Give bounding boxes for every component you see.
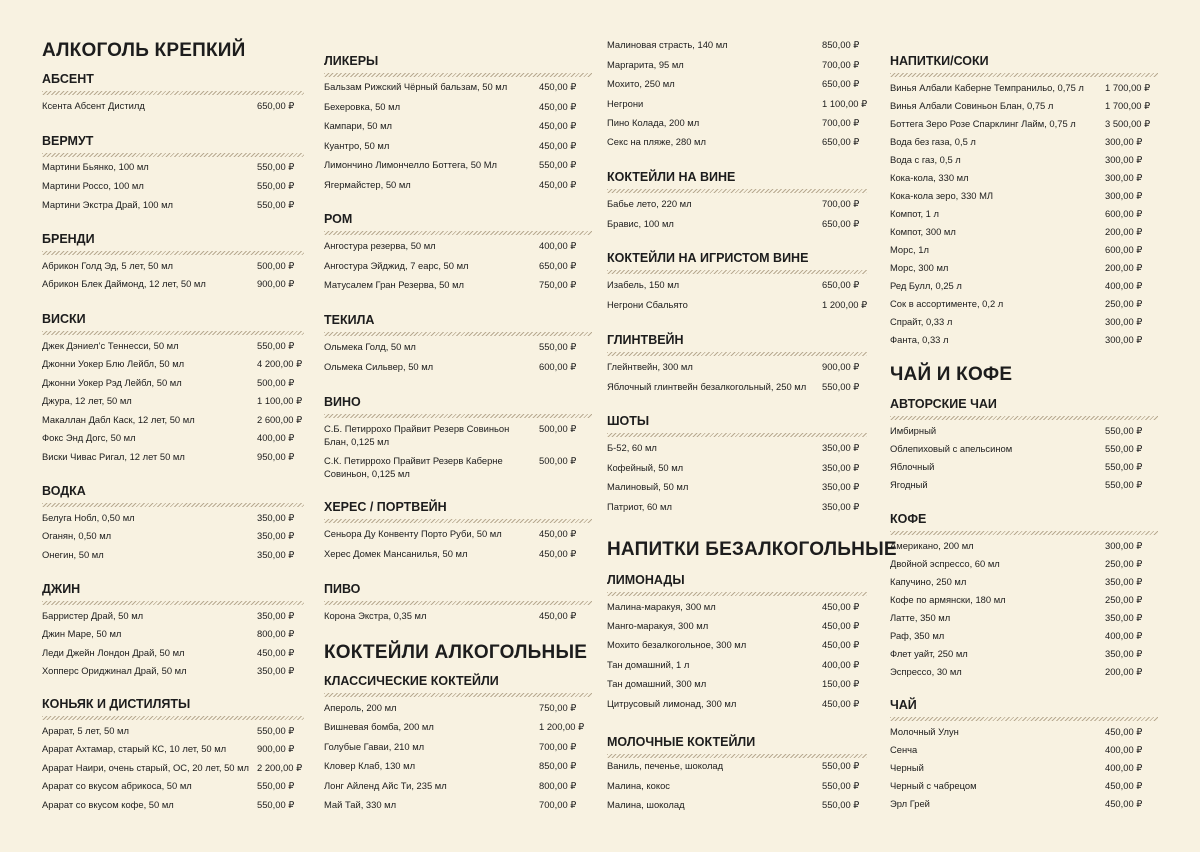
section-title-juices: НАПИТКИ/СОКИ — [890, 54, 989, 68]
divider — [324, 414, 592, 418]
menu-item: Джонни Уокер Рэд Лейбл, 50 мл 500,00 ₽ — [42, 377, 295, 388]
menu-item: Вода без газа, 0,5 л 300,00 ₽ — [890, 136, 1143, 147]
menu-item: Бабье лето, 220 мл 700,00 ₽ — [607, 198, 860, 209]
divider — [607, 189, 867, 193]
section-title-shots: ШОТЫ — [607, 414, 650, 428]
menu-item: Бальзам Рижский Чёрный бальзам, 50 мл 450,00 ₽ — [324, 81, 577, 92]
menu-item: Барристер Драй, 50 мл 350,00 ₽ — [42, 610, 295, 621]
section-title-tekila: ТЕКИЛА — [324, 313, 375, 327]
menu-item: Тан домашний, 1 л 400,00 ₽ — [607, 659, 860, 670]
menu-item: Ваниль, печенье, шоколад 550,00 ₽ — [607, 760, 860, 771]
menu-item: Глейнтвейн, 300 мл 900,00 ₽ — [607, 361, 860, 372]
divider — [890, 531, 1158, 535]
menu-item: Джура, 12 лет, 50 мл 1 100,00 ₽ — [42, 395, 303, 406]
menu-item: Оганян, 0,50 мл 350,00 ₽ — [42, 530, 295, 541]
menu-item: Компот, 300 мл 200,00 ₽ — [890, 226, 1143, 237]
menu-item: Яблочный глинтвейн безалкогольный, 250 мл 550,00 ₽ — [607, 381, 860, 392]
menu-item: Хопперс Ориджинал Драй, 50 мл 350,00 ₽ — [42, 665, 295, 676]
menu-item: Херес Домек Мансанилья, 50 мл 450,00 ₽ — [324, 548, 577, 559]
section-title-milk: МОЛОЧНЫЕ КОКТЕЙЛИ — [607, 735, 756, 749]
menu-item: Морс, 1л 600,00 ₽ — [890, 244, 1143, 255]
section-title-sparkling: КОКТЕЙЛИ НА ИГРИСТОМ ВИНЕ — [607, 251, 809, 265]
menu-item: Кока-кола, 330 мл 300,00 ₽ — [890, 172, 1143, 183]
menu-item: Кофейный, 50 мл 350,00 ₽ — [607, 462, 860, 473]
menu-item: Негрони Сбальято 1 200,00 ₽ — [607, 299, 868, 310]
menu-item: Ягодный 550,00 ₽ — [890, 479, 1143, 490]
divider — [890, 717, 1158, 721]
menu-item: Изабель, 150 мл 650,00 ₽ — [607, 279, 860, 290]
divider — [324, 332, 592, 336]
divider — [607, 592, 867, 596]
divider — [324, 601, 592, 605]
section-title-dzhin: ДЖИН — [42, 582, 81, 596]
menu-item: Винья Албали Совиньон Блан, 0,75 л 1 700,00 ₽ — [890, 100, 1151, 111]
menu-item: Бехеровка, 50 мл 450,00 ₽ — [324, 101, 577, 112]
menu-item: С.Б. Петирроxo Прайвит Резерв Совиньон Блан, 0,125 мл 500,00 ₽ — [324, 423, 577, 447]
menu-item: Манго-маракуя, 300 мл 450,00 ₽ — [607, 620, 860, 631]
divider — [607, 270, 867, 274]
menu-item: Май Тай, 330 мл 700,00 ₽ — [324, 799, 577, 810]
menu-item: Ангостура Эйджид, 7 еарс, 50 мл 650,00 ₽ — [324, 260, 577, 271]
section-title-heres: ХЕРЕС / ПОРТВЕЙН — [324, 500, 447, 514]
menu-item: Сенча 400,00 ₽ — [890, 744, 1143, 755]
divider — [890, 416, 1158, 420]
menu-item: Ольмека Голд, 50 мл 550,00 ₽ — [324, 341, 577, 352]
section-title-wine-cocktails: КОКТЕЙЛИ НА ВИНЕ — [607, 170, 736, 184]
menu-item: Эрл Грей 450,00 ₽ — [890, 798, 1143, 809]
menu-item: Арарат, 5 лет, 50 мл 550,00 ₽ — [42, 725, 295, 736]
menu-item: Пино Колада, 200 мл 700,00 ₽ — [607, 117, 860, 128]
menu-item: Яблочный 550,00 ₽ — [890, 461, 1143, 472]
section-title-brendi: БРЕНДИ — [42, 232, 95, 246]
menu-item: Б-52, 60 мл 350,00 ₽ — [607, 442, 860, 453]
menu-item: Кока-кола зеро, 330 МЛ 300,00 ₽ — [890, 190, 1143, 201]
category-title: АЛКОГОЛЬ КРЕПКИЙ — [42, 40, 246, 61]
menu-item: Двойной эспрессо, 60 мл 250,00 ₽ — [890, 558, 1143, 569]
menu-item: Латте, 350 мл 350,00 ₽ — [890, 612, 1143, 623]
menu-item: Вишневая бомба, 200 мл 1 200,00 ₽ — [324, 721, 585, 732]
menu-item: С.К. Петирроxo Прайвит Резерв Каберне Совиньон, 0,125 мл 500,00 ₽ — [324, 455, 577, 479]
menu-item: Голубые Гаваи, 210 мл 700,00 ₽ — [324, 741, 577, 752]
menu-item: Имбирный 550,00 ₽ — [890, 425, 1143, 436]
category-title: КОКТЕЙЛИ АЛКОГОЛЬНЫЕ — [324, 642, 588, 663]
divider — [42, 91, 304, 95]
section-title-vino: ВИНО — [324, 395, 361, 409]
menu-item: Кловер Клаб, 130 мл 850,00 ₽ — [324, 760, 577, 771]
menu-item: Кофе по армянски, 180 мл 250,00 ₽ — [890, 594, 1143, 605]
section-title-konyak: КОНЬЯК И ДИСТИЛЯТЫ — [42, 697, 191, 711]
menu-item: Компот, 1 л 600,00 ₽ — [890, 208, 1143, 219]
menu-item: Абрикон Блек Даймонд, 12 лет, 50 мл 900,00 ₽ — [42, 278, 295, 289]
menu-item: Ангостура резерва, 50 мл 400,00 ₽ — [324, 240, 577, 251]
divider — [42, 153, 304, 157]
section-title-glint: ГЛИНТВЕЙН — [607, 333, 684, 347]
menu-item: Лимончино Лимончелло Боттега, 50 Мл 550,00 ₽ — [324, 159, 577, 170]
menu-item: Джонни Уокер Блю Лейбл, 50 мл 4 200,00 ₽ — [42, 358, 303, 369]
menu-item: Арарат со вкусом кофе, 50 мл 550,00 ₽ — [42, 799, 295, 810]
menu-item: Ольмека Сильвер, 50 мл 600,00 ₽ — [324, 361, 577, 372]
menu-item: Эспрессо, 30 мл 200,00 ₽ — [890, 666, 1143, 677]
menu-item: Малина-маракуя, 300 мл 450,00 ₽ — [607, 601, 860, 612]
menu-item: Арарат со вкусом абрикоса, 50 мл 550,00 ₽ — [42, 780, 295, 791]
menu-item: Арарат Ахтамар, старый КС, 10 лет, 50 мл 900,00 ₽ — [42, 743, 295, 754]
menu-item: Черный 400,00 ₽ — [890, 762, 1143, 773]
category-title: ЧАЙ И КОФЕ — [890, 364, 1013, 385]
menu-item: Виски Чивас Ригал, 12 лет 50 мл 950,00 ₽ — [42, 451, 295, 462]
divider — [890, 73, 1158, 77]
menu-item: Ксента Абсент Дистилд 650,00 ₽ — [42, 100, 295, 111]
section-title-pivo: ПИВО — [324, 582, 361, 596]
divider — [324, 519, 592, 523]
divider — [324, 231, 592, 235]
menu-item: Белуга Нобл, 0,50 мл 350,00 ₽ — [42, 512, 295, 523]
menu-item: Мартини Россо, 100 мл 550,00 ₽ — [42, 180, 295, 191]
divider — [42, 716, 304, 720]
menu-item: Цитрусовый лимонад, 300 мл 450,00 ₽ — [607, 698, 860, 709]
menu-item: Онегин, 50 мл 350,00 ₽ — [42, 549, 295, 560]
menu-item: Маргарита, 95 мл 700,00 ₽ — [607, 59, 860, 70]
menu-item: Американо, 200 мл 300,00 ₽ — [890, 540, 1143, 551]
menu-item: Арарат Наири, очень старый, ОС, 20 лет, 50 мл 2 200,00 ₽ — [42, 762, 303, 773]
divider — [42, 601, 304, 605]
menu-item: Сеньора Ду Конвенту Порто Руби, 50 мл 450,00 ₽ — [324, 528, 577, 539]
menu-item: Раф, 350 мл 400,00 ₽ — [890, 630, 1143, 641]
menu-item: Боттега Зеро Розе Спарклинг Лайм, 0,75 л 3 500,00 ₽ — [890, 118, 1151, 129]
menu-item: Куантро, 50 мл 450,00 ₽ — [324, 140, 577, 151]
section-title-lemonades: ЛИМОНАДЫ — [607, 573, 685, 587]
menu-item: Кампари, 50 мл 450,00 ₽ — [324, 120, 577, 131]
divider — [42, 331, 304, 335]
menu-item: Ред Булл, 0,25 л 400,00 ₽ — [890, 280, 1143, 291]
menu-item: Спрайт, 0,33 л 300,00 ₽ — [890, 316, 1143, 327]
menu-item: Морс, 300 мл 200,00 ₽ — [890, 262, 1143, 273]
menu-item: Секс на пляже, 280 мл 650,00 ₽ — [607, 136, 860, 147]
divider — [607, 433, 867, 437]
section-title-classic: КЛАССИЧЕСКИЕ КОКТЕЙЛИ — [324, 674, 499, 688]
section-title-tea: ЧАЙ — [890, 698, 917, 712]
divider — [324, 73, 592, 77]
menu-item: Сок в ассортименте, 0,2 л 250,00 ₽ — [890, 298, 1143, 309]
menu-item: Мартини Бьянко, 100 мл 550,00 ₽ — [42, 161, 295, 172]
category-title: НАПИТКИ БЕЗАЛКОГОЛЬНЫЕ — [607, 539, 897, 560]
menu-item: Винья Албали Каберне Темпранильо, 0,75 л 1 700,00 ₽ — [890, 82, 1151, 93]
menu-item: Матусалем Гран Резерва, 50 мл 750,00 ₽ — [324, 279, 577, 290]
divider — [324, 693, 592, 697]
menu-item: Малиновая страсть, 140 мл 850,00 ₽ — [607, 39, 860, 50]
menu-item: Макаллан Дабл Каск, 12 лет, 50 мл 2 600,00 ₽ — [42, 414, 303, 425]
menu-item: Джин Маре, 50 мл 800,00 ₽ — [42, 628, 295, 639]
menu-item: Бравис, 100 мл 650,00 ₽ — [607, 218, 860, 229]
menu-item: Черный с чабрецом 450,00 ₽ — [890, 780, 1143, 791]
menu-item: Вода с газ, 0,5 л 300,00 ₽ — [890, 154, 1143, 165]
menu-item: Корона Экстра, 0,35 мл 450,00 ₽ — [324, 610, 577, 621]
menu-item: Абрикон Голд Эд, 5 лет, 50 мл 500,00 ₽ — [42, 260, 295, 271]
menu-item: Леди Джейн Лондон Драй, 50 мл 450,00 ₽ — [42, 647, 295, 658]
menu-item: Тан домашний, 300 мл 150,00 ₽ — [607, 678, 860, 689]
section-title-vermut: ВЕРМУТ — [42, 134, 94, 148]
menu-item: Капучино, 250 мл 350,00 ₽ — [890, 576, 1143, 587]
menu-item: Джек Дэниел’с Теннесси, 50 мл 550,00 ₽ — [42, 340, 295, 351]
section-title-vodka: ВОДКА — [42, 484, 86, 498]
menu-item: Ягермайстер, 50 мл 450,00 ₽ — [324, 179, 577, 190]
menu-item: Молочный Улун 450,00 ₽ — [890, 726, 1143, 737]
section-title-viski: ВИСКИ — [42, 312, 86, 326]
menu-item: Малиновый, 50 мл 350,00 ₽ — [607, 481, 860, 492]
menu-item: Апероль, 200 мл 750,00 ₽ — [324, 702, 577, 713]
section-title-rom: РОМ — [324, 212, 353, 226]
divider — [42, 251, 304, 255]
menu-item: Облепиховый с апельсином 550,00 ₽ — [890, 443, 1143, 454]
menu-item: Малина, шоколад 550,00 ₽ — [607, 799, 860, 810]
menu-item: Мохито безалкогольное, 300 мл 450,00 ₽ — [607, 639, 860, 650]
menu-item: Фокс Энд Догс, 50 мл 400,00 ₽ — [42, 432, 295, 443]
divider — [42, 503, 304, 507]
section-title-author-tea: АВТОРСКИЕ ЧАИ — [890, 397, 997, 411]
menu-item: Негрони 1 100,00 ₽ — [607, 98, 868, 109]
menu-item: Мохито, 250 мл 650,00 ₽ — [607, 78, 860, 89]
menu-item: Малина, кокос 550,00 ₽ — [607, 780, 860, 791]
menu-item: Мартини Экстра Драй, 100 мл 550,00 ₽ — [42, 199, 295, 210]
section-title-coffee: КОФЕ — [890, 512, 927, 526]
menu-item: Лонг Айленд Айс Ти, 235 мл 800,00 ₽ — [324, 780, 577, 791]
menu-item: Фанта, 0,33 л 300,00 ₽ — [890, 334, 1143, 345]
section-title-absent: АБСЕНТ — [42, 72, 94, 86]
menu-item: Флет уайт, 250 мл 350,00 ₽ — [890, 648, 1143, 659]
menu-item: Патриот, 60 мл 350,00 ₽ — [607, 501, 860, 512]
divider — [607, 352, 867, 356]
section-title-likery: ЛИКЕРЫ — [324, 54, 379, 68]
